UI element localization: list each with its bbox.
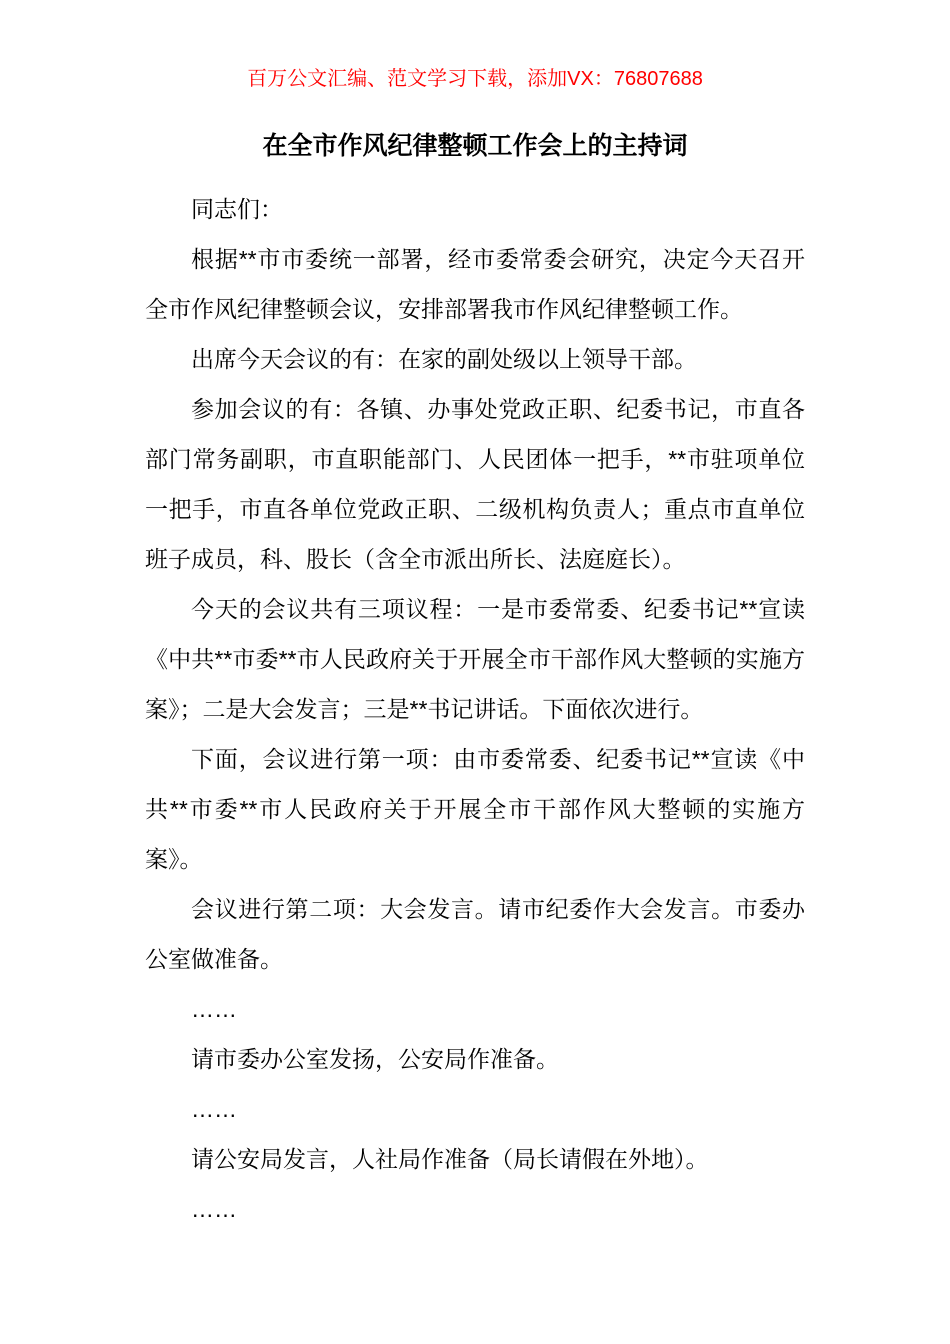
ellipsis-line: …… <box>191 1096 237 1122</box>
ellipsis-line: …… <box>191 1196 237 1222</box>
paragraph: 参加会议的有：各镇、办事处党政正职、纪委书记，市直各部门常务副职，市直职能部门、人民团体一把手，**市驻项单位一把手，市直各单位党政正职、二级机构负责人；重点市直单位班子成员，科、股长（含全市派出所长、法庭庭长）。 <box>145 396 805 572</box>
paragraph: 今天的会议共有三项议程：一是市委常委、纪委书记**宣读《中共**市委**市人民政府关于开展全市干部作风大整顿的实施方案》；二是大会发言；三是**书记讲话。下面依次进行。 <box>145 596 805 722</box>
paragraph: 根据**市市委统一部署，经市委常委会研究，决定今天召开全市作风纪律整顿会议，安排部署我市作风纪律整顿工作。 <box>145 246 805 322</box>
paragraph: 下面，会议进行第一项：由市委常委、纪委书记**宣读《中共**市委**市人民政府关于开展全市干部作风大整顿的实施方案》。 <box>145 746 805 872</box>
paragraph: 出席今天会议的有：在家的副处级以上领导干部。 <box>191 346 697 372</box>
paragraph: 请公安局发言，人社局作准备（局长请假在外地）。 <box>191 1146 709 1172</box>
document-body <box>145 184 805 1234</box>
document-title: 在全市作风纪律整顿工作会上的主持词 <box>262 132 688 160</box>
paragraph: 会议进行第二项：大会发言。请市纪委作大会发言。市委办公室做准备。 <box>145 896 805 972</box>
paragraph: 请市委办公室发扬，公安局作准备。 <box>191 1046 559 1072</box>
paragraph: 同志们： <box>191 196 283 222</box>
header-notice: 百万公文汇编、范文学习下载，添加VX：76807688 <box>247 68 703 90</box>
ellipsis-line: …… <box>191 996 237 1022</box>
